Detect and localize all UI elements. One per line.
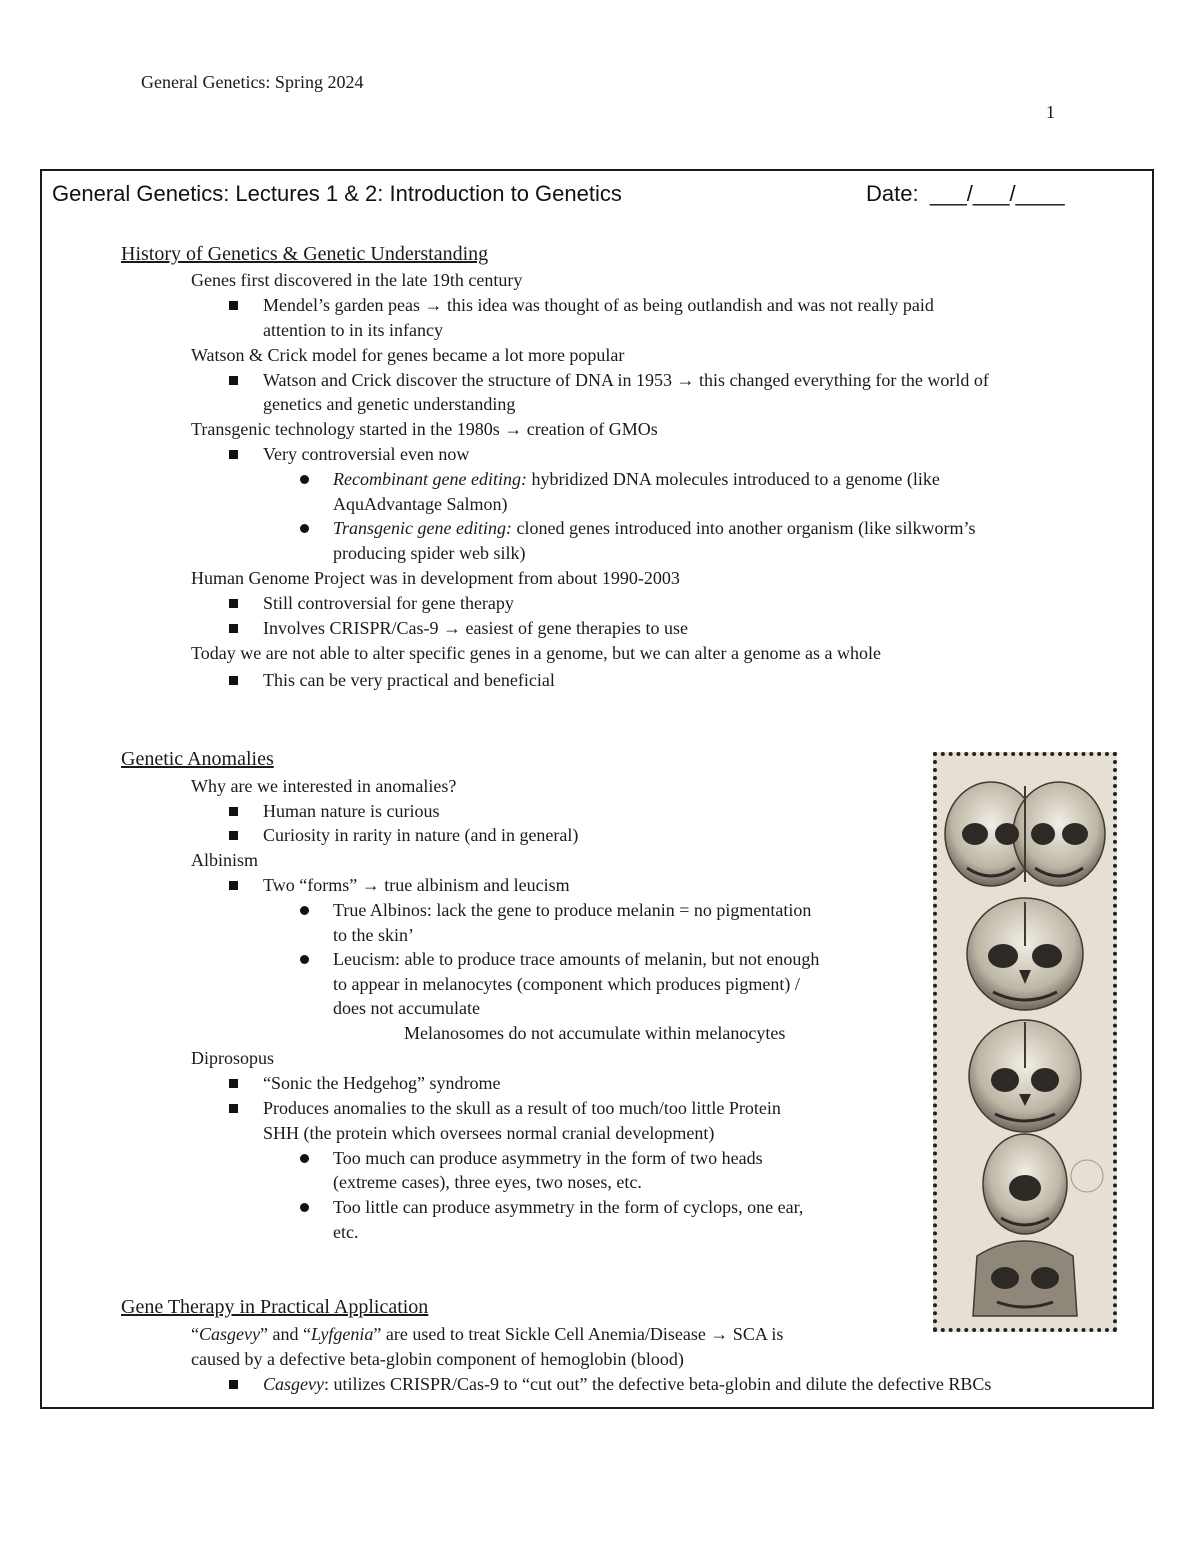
skull-icon xyxy=(969,1020,1081,1132)
history-line: producing spider web silk) xyxy=(333,543,526,563)
square-bullet-icon xyxy=(229,881,238,890)
skull-illustrations-icon xyxy=(937,756,1113,1328)
square-bullet-icon xyxy=(229,376,238,385)
date-blank: ___/___/____ xyxy=(930,181,1065,206)
square-bullet-icon xyxy=(229,301,238,310)
history-line: Human Genome Project was in development from about 1990-2003 xyxy=(191,568,680,588)
skull-icon xyxy=(967,898,1083,1010)
anomalies-line: Melanosomes do not accumulate within melanocytes xyxy=(404,1023,786,1043)
section-heading-anomalies: Genetic Anomalies xyxy=(121,748,274,770)
anomalies-line: True Albinos: lack the gene to produce melanin = no pigmentation xyxy=(333,900,812,920)
page-header-course: General Genetics: Spring 2024 xyxy=(141,72,364,92)
round-bullet-icon xyxy=(300,906,309,915)
round-bullet-icon xyxy=(300,1154,309,1163)
history-line: Transgenic technology started in the 1980s → creation of GMOs xyxy=(191,419,658,439)
history-line: Still controversial for gene therapy xyxy=(263,593,514,613)
anomalies-line: Produces anomalies to the skull as a result of too much/too little Protein xyxy=(263,1098,781,1118)
history-line xyxy=(333,468,940,490)
treat-text: ” are used to treat Sickle Cell Anemia/Disease → SCA is xyxy=(373,1324,784,1344)
round-bullet-icon xyxy=(300,475,309,484)
history-line: Involves CRISPR/Cas-9 → easiest of gene therapies to use xyxy=(263,618,688,638)
page-number: 1 xyxy=(1046,102,1055,122)
history-line: Today we are not able to alter specific genes in a genome, but we can alter a genome as a whole xyxy=(191,643,881,663)
square-bullet-icon xyxy=(229,599,238,608)
round-bullet-icon xyxy=(300,955,309,964)
square-bullet-icon xyxy=(229,624,238,633)
square-bullet-icon xyxy=(229,1079,238,1088)
anomalies-line: etc. xyxy=(333,1222,359,1242)
and-text: ” and “ xyxy=(259,1324,311,1344)
gene-therapy-line xyxy=(191,1323,783,1345)
anomalies-line: to the skin’ xyxy=(333,925,414,945)
square-bullet-icon xyxy=(229,807,238,816)
square-bullet-icon xyxy=(229,1380,238,1389)
drug-casgevy: Casgevy xyxy=(199,1324,260,1344)
recombinant-desc: hybridized DNA molecules introduced to a genome (like xyxy=(531,469,940,489)
section-heading-history: History of Genetics & Genetic Understanding xyxy=(121,243,489,265)
anomalies-line: Leucism: able to produce trace amounts of melanin, but not enough xyxy=(333,949,820,969)
gene-therapy-line: caused by a defective beta-globin component of hemoglobin (blood) xyxy=(191,1349,684,1369)
history-line: genetics and genetic understanding xyxy=(263,394,516,414)
history-line: AquAdvantage Salmon) xyxy=(333,494,508,514)
square-bullet-icon xyxy=(229,450,238,459)
transgenic-desc: cloned genes introduced into another organism (like silkworm’s xyxy=(516,518,976,538)
history-line: Watson and Crick discover the structure of DNA in 1953 → this changed everything for the world of xyxy=(263,370,989,390)
history-line: Genes first discovered in the late 19th century xyxy=(191,270,523,290)
anomalies-line: Too little can produce asymmetry in the form of cyclops, one ear, xyxy=(333,1197,804,1217)
anomalies-line: Diprosopus xyxy=(191,1048,275,1068)
anomalies-line: SHH (the protein which oversees normal cranial development) xyxy=(263,1123,715,1143)
term-transgenic: Transgenic gene editing: xyxy=(333,518,512,538)
anomalies-line: does not accumulate xyxy=(333,998,480,1018)
anomalies-line: (extreme cases), three eyes, two noses, etc. xyxy=(333,1172,642,1192)
date-label: Date: xyxy=(866,181,919,206)
anomalies-line: Albinism xyxy=(191,850,259,870)
history-line: Mendel’s garden peas → this idea was thought of as being outlandish and was not really paid xyxy=(263,295,934,315)
double-skull-icon xyxy=(945,782,1105,886)
square-bullet-icon xyxy=(229,1104,238,1113)
square-bullet-icon xyxy=(229,676,238,685)
anomalies-line: “Sonic the Hedgehog” syndrome xyxy=(263,1073,501,1093)
casgevy-desc: : utilizes CRISPR/Cas-9 to “cut out” the defective beta-globin and dilute the defective RBCs xyxy=(323,1374,992,1394)
anomalies-line: Too much can produce asymmetry in the form of two heads xyxy=(333,1148,763,1168)
section-heading-gene-therapy: Gene Therapy in Practical Application xyxy=(121,1296,429,1318)
history-line: This can be very practical and beneficial xyxy=(263,670,555,690)
round-bullet-icon xyxy=(300,1203,309,1212)
anomalies-line: Human nature is curious xyxy=(263,801,440,821)
anomalies-line: Curiosity in rarity in nature (and in general) xyxy=(263,825,579,845)
term-casgevy: Casgevy xyxy=(263,1374,324,1394)
history-line: Watson & Crick model for genes became a lot more popular xyxy=(191,345,625,365)
anomalies-line: Why are we interested in anomalies? xyxy=(191,776,457,796)
drug-lyfgenia: Lyfgenia xyxy=(310,1324,374,1344)
history-line: Very controversial even now xyxy=(263,444,470,464)
skull-icon xyxy=(973,1241,1077,1316)
page-title: General Genetics: Lectures 1 & 2: Introduction to Genetics xyxy=(52,181,622,206)
gene-therapy-line xyxy=(263,1373,991,1395)
square-bullet-icon xyxy=(229,831,238,840)
round-bullet-icon xyxy=(300,524,309,533)
term-recombinant: Recombinant gene editing: xyxy=(333,469,527,489)
history-line xyxy=(333,517,976,539)
skull-illustration xyxy=(933,752,1117,1332)
open-quote: “ xyxy=(191,1324,199,1344)
anomalies-line: Two “forms” → true albinism and leucism xyxy=(263,875,570,895)
history-line: attention to in its infancy xyxy=(263,320,443,340)
anomalies-line: to appear in melanocytes (component which produces pigment) / xyxy=(333,974,800,994)
